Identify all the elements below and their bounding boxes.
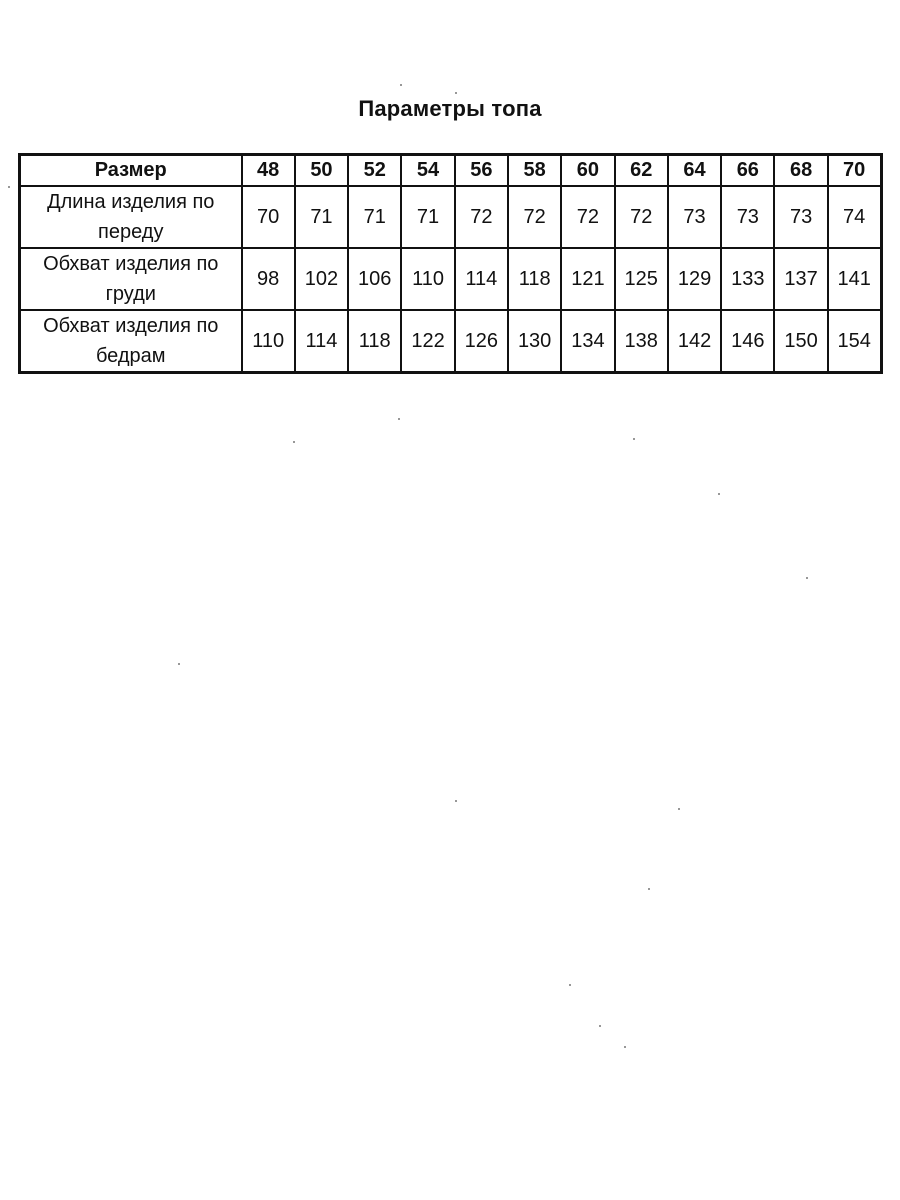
- table-cell: 98: [242, 248, 295, 310]
- table-cell: 72: [455, 186, 508, 248]
- scan-speck: [178, 663, 180, 665]
- table-cell: 71: [348, 186, 401, 248]
- table-cell: 71: [295, 186, 348, 248]
- table-cell: 114: [455, 248, 508, 310]
- header-label-size: Размер: [20, 155, 242, 187]
- scan-speck: [400, 84, 402, 86]
- scan-speck: [8, 186, 10, 188]
- table-header-row: [20, 155, 882, 187]
- scan-speck: [455, 92, 457, 94]
- scan-speck: [398, 418, 400, 420]
- row-label-line: Обхват изделия по: [43, 315, 219, 337]
- table-cell: 73: [721, 186, 774, 248]
- scan-speck: [678, 808, 680, 810]
- row-label: [20, 248, 242, 310]
- scan-speck: [599, 1025, 601, 1027]
- table-cell: 72: [508, 186, 561, 248]
- scan-speck: [293, 441, 295, 443]
- table-cell: 150: [774, 310, 827, 373]
- table-cell: 146: [721, 310, 774, 373]
- table-cell: 110: [401, 248, 454, 310]
- row-label-line: груди: [105, 283, 156, 305]
- scan-speck: [455, 800, 457, 802]
- table-cell: 142: [668, 310, 721, 373]
- scan-speck: [718, 493, 720, 495]
- table-cell: 114: [295, 310, 348, 373]
- table-cell: 138: [615, 310, 668, 373]
- table-cell: 141: [828, 248, 881, 310]
- header-size-cell: 50: [295, 155, 348, 187]
- table-cell: 154: [828, 310, 881, 373]
- row-label: [20, 186, 242, 248]
- header-size-cell: 56: [455, 155, 508, 187]
- header-size-cell: 62: [615, 155, 668, 187]
- scan-speck: [633, 438, 635, 440]
- header-size-cell: 54: [401, 155, 454, 187]
- table-cell: 71: [401, 186, 454, 248]
- scan-speck: [806, 577, 808, 579]
- table-row-front-length: [20, 186, 882, 248]
- table-cell: 106: [348, 248, 401, 310]
- table-cell: 73: [668, 186, 721, 248]
- table-cell: 74: [828, 186, 881, 248]
- table-cell: 110: [242, 310, 295, 373]
- table-cell: 118: [348, 310, 401, 373]
- table-cell: 130: [508, 310, 561, 373]
- header-size-cell: 52: [348, 155, 401, 187]
- row-label-line: Длина изделия по: [47, 191, 215, 213]
- table-cell: 133: [721, 248, 774, 310]
- table-row-chest-girth: [20, 248, 882, 310]
- header-size-cell: 58: [508, 155, 561, 187]
- table-cell: 72: [615, 186, 668, 248]
- table-cell: 102: [295, 248, 348, 310]
- table-cell: 137: [774, 248, 827, 310]
- header-size-cell: 66: [721, 155, 774, 187]
- row-label: [20, 310, 242, 373]
- row-label-line: переду: [98, 221, 164, 243]
- document-title: Параметры топа: [358, 96, 542, 121]
- row-label-line: бедрам: [95, 345, 166, 367]
- header-size-cell: 68: [774, 155, 827, 187]
- scan-speck: [648, 888, 650, 890]
- table-cell: 125: [615, 248, 668, 310]
- row-label-line: Обхват изделия по: [43, 253, 219, 275]
- table-cell: 122: [401, 310, 454, 373]
- table-cell: 129: [668, 248, 721, 310]
- table-row-hip-girth: [20, 310, 882, 373]
- scan-speck: [624, 1046, 626, 1048]
- table-cell: 118: [508, 248, 561, 310]
- header-size-cell: 48: [242, 155, 295, 187]
- header-size-cell: 70: [828, 155, 881, 187]
- scan-speck: [569, 984, 571, 986]
- table-cell: 121: [561, 248, 614, 310]
- table-cell: 134: [561, 310, 614, 373]
- size-chart-table: [18, 153, 883, 374]
- table-cell: 126: [455, 310, 508, 373]
- header-size-cell: 64: [668, 155, 721, 187]
- header-size-cell: 60: [561, 155, 614, 187]
- table-cell: 70: [242, 186, 295, 248]
- table-cell: 73: [774, 186, 827, 248]
- table-cell: 72: [561, 186, 614, 248]
